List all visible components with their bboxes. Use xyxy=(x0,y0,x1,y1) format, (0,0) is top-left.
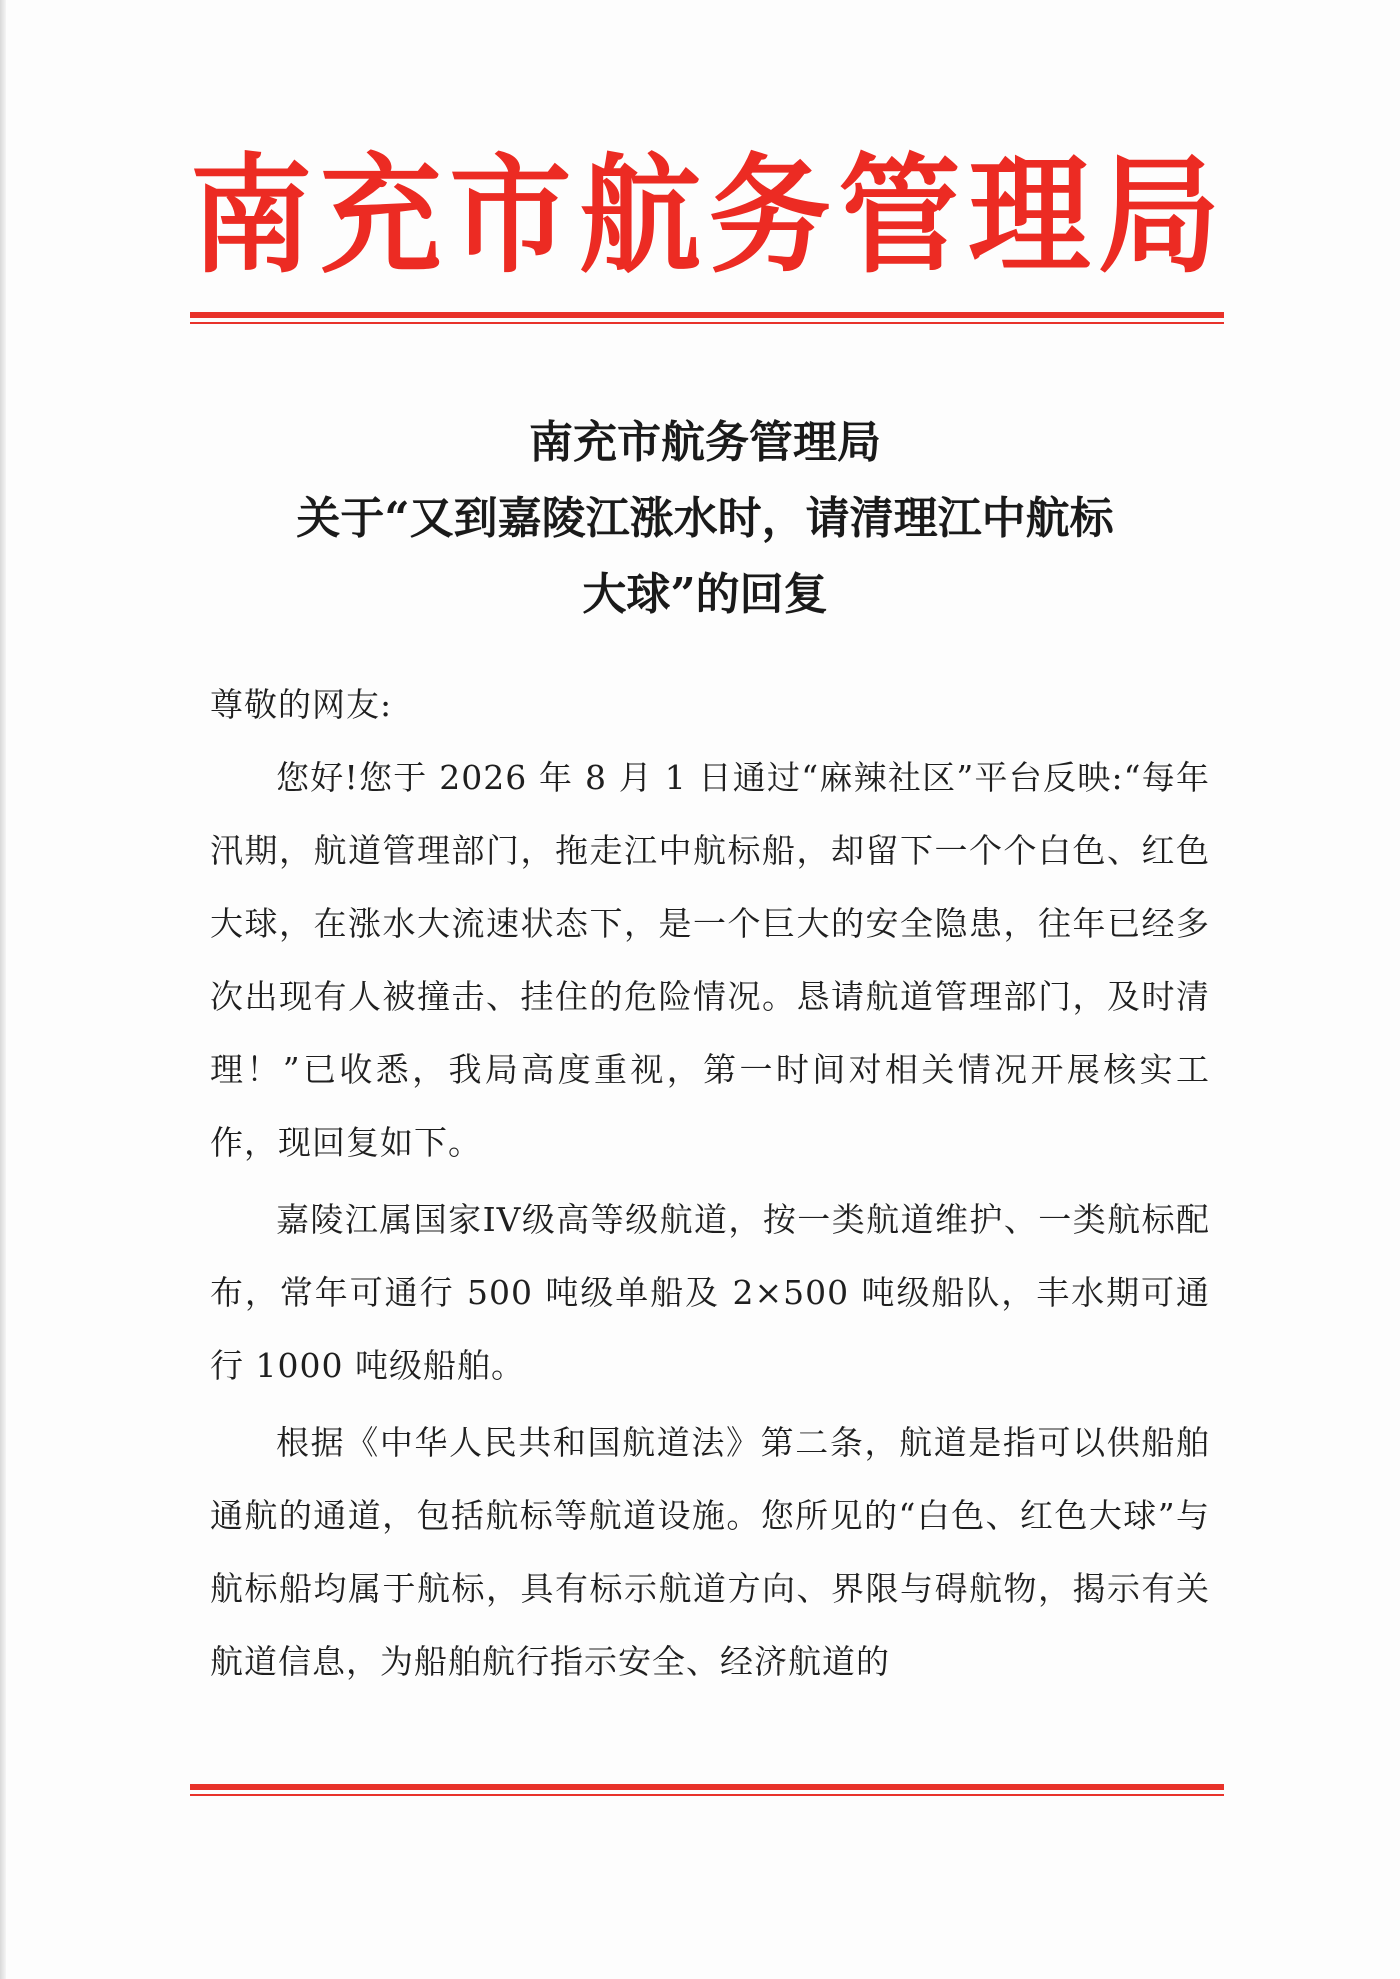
rule-thin-line xyxy=(190,1794,1224,1796)
rule-thin-line xyxy=(190,322,1224,324)
masthead-char: 务 xyxy=(708,139,831,291)
rule-thick-line xyxy=(190,1784,1224,1790)
paragraph-1: 您好!您于 2026 年 8 月 1 日通过“麻辣社区”平台反映:“每年汛期，航道管理部门，拖走江中航标船，却留下一个个白色、红色大球，在涨水大流速状态下，是一个巨大的安全隐患，往年已经多次出现有人被撞击、挂住的危险情况。恳请航道管理部门，及时清理！”已收悉，我局高度重视，第一时间对相关情况开展核实工作，现回复如下。 xyxy=(210,758,1210,1162)
masthead-char: 航 xyxy=(579,139,702,291)
masthead-char: 理 xyxy=(968,139,1091,291)
title-line-1: 南充市航务管理局 xyxy=(529,417,881,468)
letter-body xyxy=(210,668,1210,1698)
footer-red-rule xyxy=(190,1784,1224,1796)
masthead-char: 局 xyxy=(1097,139,1220,291)
paragraph-2: 嘉陵江属国家IV级高等级航道，按一类航道维护、一类航标配布，常年可通行 500 吨级单船及 2×500 吨级船队，丰水期可通行 1000 吨级船舶。 xyxy=(210,1200,1210,1385)
title-line-2: 关于“又到嘉陵江涨水时，请清理江中航标 xyxy=(296,493,1114,544)
masthead-char: 充 xyxy=(319,139,442,291)
masthead-char: 管 xyxy=(838,139,961,291)
scan-edge xyxy=(0,0,6,1979)
masthead-char: 市 xyxy=(449,139,572,291)
masthead-char: 南 xyxy=(190,139,312,291)
rule-thick-line xyxy=(190,312,1224,318)
paragraph-3: 根据《中华人民共和国航道法》第二条，航道是指可以供船舶通航的通道，包括航标等航道设施。您所见的“白色、红色大球”与航标船均属于航标，具有标示航道方向、界限与碍航物，揭示有关航道信息，为船舶航行指示安全、经济航道的 xyxy=(210,1423,1210,1681)
title-line-3: 大球”的回复 xyxy=(582,569,828,620)
header-red-rule xyxy=(190,312,1224,324)
document-title xyxy=(190,405,1220,633)
salutation: 尊敬的网友: xyxy=(210,685,393,724)
letterhead-masthead xyxy=(190,140,1220,290)
